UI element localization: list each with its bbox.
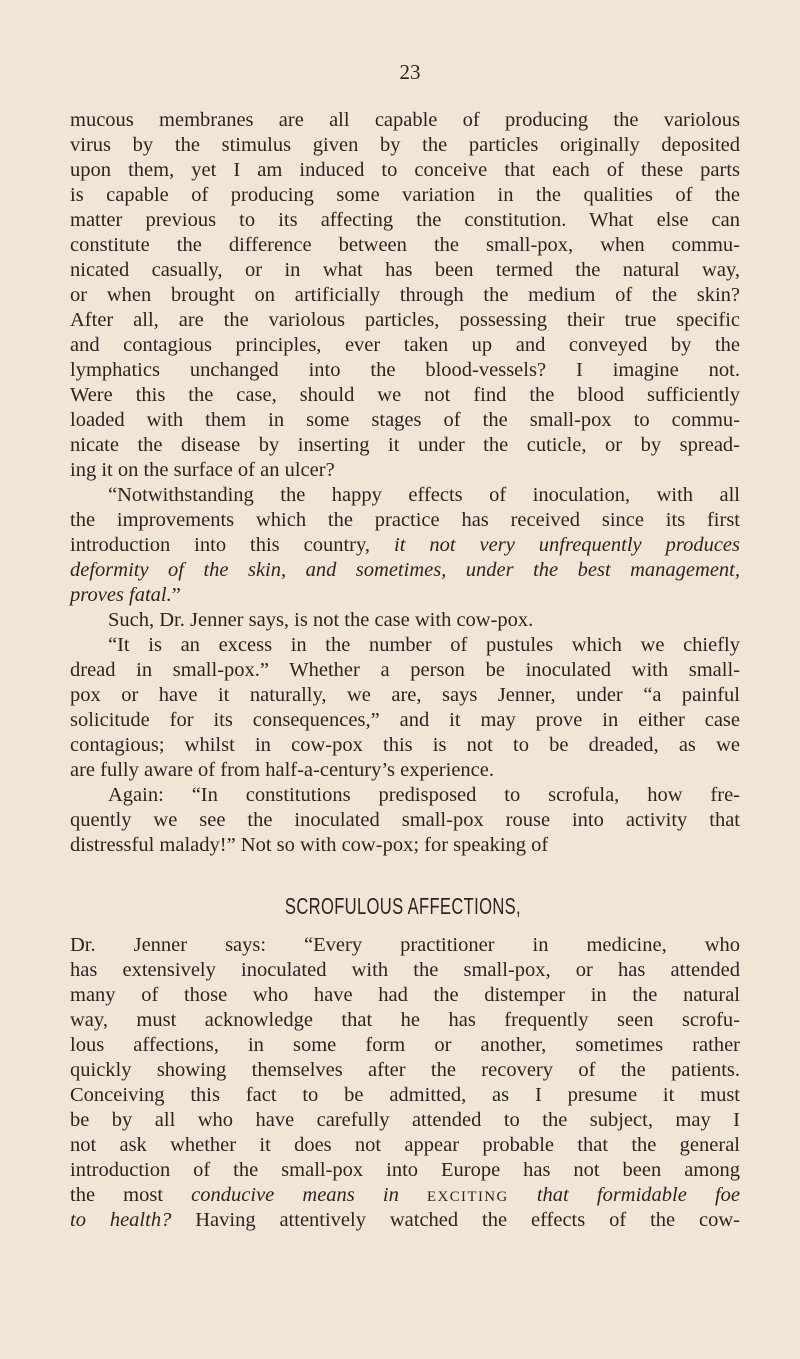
text-line xyxy=(70,658,740,683)
text-line xyxy=(70,383,740,408)
text-segment: After all, are the variolous particles, possessing their true specific xyxy=(70,309,740,331)
text-line xyxy=(70,808,740,833)
text-line xyxy=(70,1208,740,1233)
text-segment: the most xyxy=(70,1184,192,1206)
text-line xyxy=(70,833,740,858)
text-segment: dread in small-pox.” Whether a person be inoculated with small- xyxy=(70,659,740,681)
text-line xyxy=(70,458,740,483)
text-line xyxy=(70,533,740,558)
text-line xyxy=(70,258,740,283)
text-segment: virus by the stimulus given by the particles originally deposited xyxy=(70,134,740,156)
text-line xyxy=(70,1033,740,1058)
text-line xyxy=(70,433,740,458)
text-segment: constitute the difference between the small-pox, when commu- xyxy=(70,234,740,256)
text-line xyxy=(70,1008,740,1033)
italic-text: it not very unfrequently produces xyxy=(394,534,740,556)
text-segment: Dr. Jenner says: “Every practitioner in medicine, who xyxy=(70,934,740,956)
text-segment: “It is an excess in the number of pustules which we chiefly xyxy=(108,634,740,656)
text-line xyxy=(70,1183,740,1208)
text-segment: quently we see the inoculated small-pox rouse into activity that xyxy=(70,809,740,831)
text-segment: is capable of producing some variation in the qualities of the xyxy=(70,184,740,206)
text-line xyxy=(70,758,740,783)
text-segment: has extensively inoculated with the small-pox, or has attended xyxy=(70,959,740,981)
italic-text: that formidable foe xyxy=(536,1184,741,1206)
small-caps-text: EXCITING xyxy=(398,1189,537,1205)
text-line xyxy=(70,683,740,708)
text-segment: or when brought on artificially through the medium of the skin? xyxy=(70,284,740,306)
text-segment: many of those who have had the distemper in the natural xyxy=(70,984,740,1006)
text-line xyxy=(70,558,740,583)
text-segment: loaded with them in some stages of the small-pox to commu- xyxy=(70,409,740,431)
text-line xyxy=(70,158,740,183)
text-line xyxy=(70,933,740,958)
text-line xyxy=(70,1108,740,1133)
text-segment: contagious; whilst in cow-pox this is not to be dreaded, as we xyxy=(70,734,740,756)
text-segment: are fully aware of from half-a-century’s experience. xyxy=(70,759,495,781)
text-segment: quickly showing themselves after the recovery of the patients. xyxy=(70,1059,740,1081)
text-segment: Were this the case, should we not find the blood sufficiently xyxy=(70,384,740,406)
text-line xyxy=(70,958,740,983)
italic-text: conducive means in xyxy=(191,1184,399,1206)
text-segment: not ask whether it does not appear probable that the general xyxy=(70,1134,740,1156)
text-line xyxy=(70,208,740,233)
text-line xyxy=(70,983,740,1008)
text-line xyxy=(70,583,740,608)
text-line xyxy=(70,1158,740,1183)
text-line xyxy=(70,233,740,258)
text-segment: distressful malady!” Not so with cow-pox; for speaking of xyxy=(70,834,549,856)
text-line xyxy=(70,1058,740,1083)
text-line xyxy=(70,133,740,158)
text-line xyxy=(70,783,740,808)
italic-text: to health? xyxy=(70,1209,172,1231)
text-line xyxy=(70,708,740,733)
text-line xyxy=(70,633,740,658)
text-segment: introduction of the small-pox into Europe has not been among xyxy=(70,1159,740,1181)
text-segment: Again: “In constitutions predisposed to scrofula, how fre- xyxy=(108,784,740,806)
text-line xyxy=(70,1133,740,1158)
text-segment: nicated casually, or in what has been termed the natural way, xyxy=(70,259,740,281)
text-segment: upon them, yet I am induced to conceive that each of these parts xyxy=(70,159,740,181)
text-line xyxy=(70,308,740,333)
text-line xyxy=(70,408,740,433)
text-segment: and contagious principles, ever taken up and conveyed by the xyxy=(70,334,740,356)
text-line xyxy=(70,108,740,133)
text-line xyxy=(70,333,740,358)
text-segment: ” xyxy=(171,584,181,606)
text-segment: Such, Dr. Jenner says, is not the case with cow-pox. xyxy=(108,609,534,631)
italic-text: deformity of the skin, and sometimes, under the best management, xyxy=(70,559,740,581)
text-segment: matter previous to its affecting the constitution. What else can xyxy=(70,209,740,231)
text-line xyxy=(70,358,740,383)
text-segment: introduction into this country, xyxy=(70,534,395,556)
text-segment: way, must acknowledge that he has frequently seen scrofu- xyxy=(70,1009,740,1031)
text-segment: ing it on the surface of an ulcer? xyxy=(70,459,335,481)
text-line xyxy=(70,608,740,633)
italic-text: proves fatal. xyxy=(70,584,172,606)
text-line xyxy=(70,283,740,308)
text-line xyxy=(70,183,740,208)
text-segment: lous affections, in some form or another, sometimes rather xyxy=(70,1034,740,1056)
text-line xyxy=(70,508,740,533)
text-segment: be by all who have carefully attended to the subject, may I xyxy=(70,1109,740,1131)
text-line xyxy=(70,733,740,758)
text-line xyxy=(70,1083,740,1108)
text-line xyxy=(70,483,740,508)
section-heading-text: SCROFULOUS AFFECTIONS, xyxy=(284,893,522,919)
text-segment: “Notwithstanding the happy effects of inoculation, with all xyxy=(108,484,740,506)
text-segment: Conceiving this fact to be admitted, as I presume it must xyxy=(70,1084,740,1106)
text-segment: solicitude for its consequences,” and it may prove in either case xyxy=(70,709,740,731)
page-number: 23 xyxy=(399,60,421,84)
text-segment: Having attentively watched the effects of the cow- xyxy=(171,1209,740,1231)
text-segment: pox or have it naturally, we are, says Jenner, under “a painful xyxy=(70,684,740,706)
section-heading xyxy=(0,893,800,920)
text-segment: nicate the disease by inserting it under the cuticle, or by spread- xyxy=(70,434,740,456)
text-segment: mucous membranes are all capable of producing the variolous xyxy=(70,109,740,131)
text-segment: the improvements which the practice has received since its first xyxy=(70,509,740,531)
text-segment: lymphatics unchanged into the blood-vessels? I imagine not. xyxy=(70,359,740,381)
